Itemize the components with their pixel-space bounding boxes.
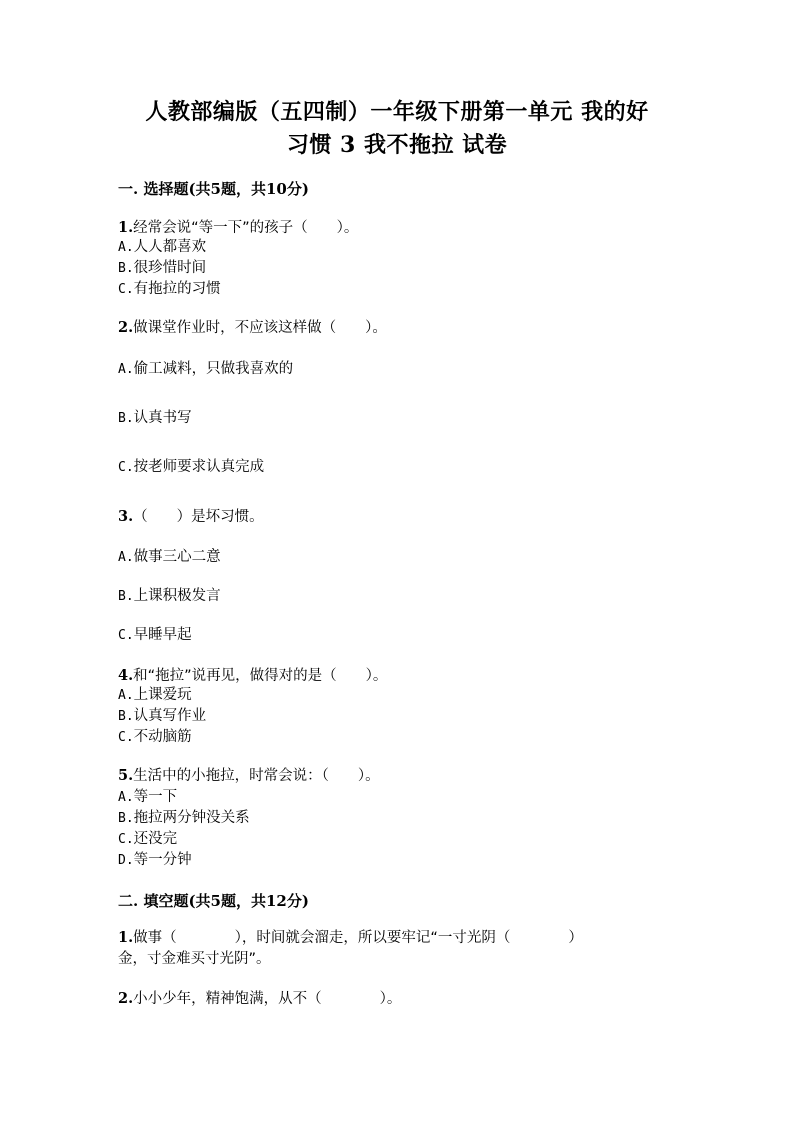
option-letter: C. [118, 730, 134, 745]
option-text: 等一下 [133, 789, 178, 805]
option-text: 偷工减料，只做我喜欢的 [133, 361, 294, 377]
question-3 [118, 508, 264, 526]
option-4a [118, 686, 192, 705]
question-4 [118, 667, 387, 685]
option-letter: D. [118, 853, 134, 868]
option-5a [118, 788, 177, 807]
option-1a [118, 238, 206, 257]
option-2c [118, 458, 264, 477]
fill-question-1-continued: 金，寸金难买寸光阴”。 [118, 951, 271, 967]
question-text: 小小少年，精神饱满，从不（ ）。 [133, 991, 402, 1007]
option-2a [118, 360, 293, 379]
question-number: 2. [118, 990, 134, 1007]
option-4c [118, 728, 192, 747]
option-text: 很珍惜时间 [133, 260, 207, 276]
option-letter: B. [118, 811, 134, 826]
option-letter: B. [118, 589, 134, 604]
question-5 [118, 767, 380, 785]
option-text: 上课爱玩 [133, 687, 192, 703]
option-1b [118, 259, 206, 278]
section-heading-choice: 一. 选择题(共5题，共10分) [118, 180, 309, 198]
question-text: 经常会说“等一下”的孩子（ ）。 [133, 220, 359, 236]
option-5c [118, 830, 177, 849]
option-letter: C. [118, 282, 134, 297]
question-number: 4. [118, 667, 134, 684]
question-number: 2. [118, 319, 134, 336]
question-1 [118, 219, 358, 237]
option-text: 有拖拉的习惯 [133, 281, 221, 297]
option-letter: A. [118, 362, 134, 377]
question-2 [118, 319, 387, 337]
section-heading-fill-blank: 二. 填空题(共5题，共12分) [118, 892, 309, 910]
option-text: 做事三心二意 [133, 549, 221, 565]
option-3b [118, 587, 221, 606]
option-text: 按老师要求认真完成 [133, 459, 265, 475]
option-text: 等一分钟 [133, 852, 192, 868]
option-text: 人人都喜欢 [133, 239, 207, 255]
option-4b [118, 707, 206, 726]
option-5d [118, 851, 192, 870]
option-3a [118, 548, 221, 567]
fill-question-1 [118, 929, 583, 947]
option-letter: C. [118, 628, 134, 643]
option-letter: A. [118, 790, 134, 805]
question-text: 做事（ ），时间就会溜走，所以要牢记“一寸光阴（ ） [133, 930, 583, 946]
question-text: 做课堂作业时，不应该这样做（ ）。 [133, 320, 387, 336]
option-letter: B. [118, 411, 134, 426]
page-title-line-1: 人教部编版（五四制）一年级下册第一单元 我的好 [145, 99, 649, 125]
option-text: 不动脑筋 [133, 729, 192, 745]
question-number: 3. [118, 508, 134, 525]
option-letter: A. [118, 688, 134, 703]
question-text: 生活中的小拖拉，时常会说：（ ）。 [133, 768, 380, 784]
question-text: （ ）是坏习惯。 [133, 509, 264, 525]
option-2b [118, 409, 192, 428]
question-number: 5. [118, 767, 134, 784]
option-letter: C. [118, 832, 134, 847]
option-letter: A. [118, 550, 134, 565]
option-1c [118, 280, 221, 299]
option-5b [118, 809, 250, 828]
option-3c [118, 626, 192, 645]
option-text: 早睡早起 [133, 627, 192, 643]
option-text: 上课积极发言 [133, 588, 221, 604]
option-text: 还没完 [133, 831, 178, 847]
option-text: 拖拉两分钟没关系 [133, 810, 250, 826]
question-number: 1. [118, 929, 134, 946]
fill-question-2 [118, 990, 401, 1008]
option-letter: A. [118, 240, 134, 255]
option-letter: B. [118, 261, 134, 276]
question-text: 和“拖拉”说再见，做得对的是（ ）。 [133, 668, 388, 684]
option-letter: B. [118, 709, 134, 724]
option-letter: C. [118, 460, 134, 475]
option-text: 认真写作业 [133, 708, 207, 724]
option-text: 认真书写 [133, 410, 192, 426]
question-number: 1. [118, 219, 134, 236]
page-title-line-2: 习惯 3 我不拖拉 试卷 [286, 132, 508, 158]
